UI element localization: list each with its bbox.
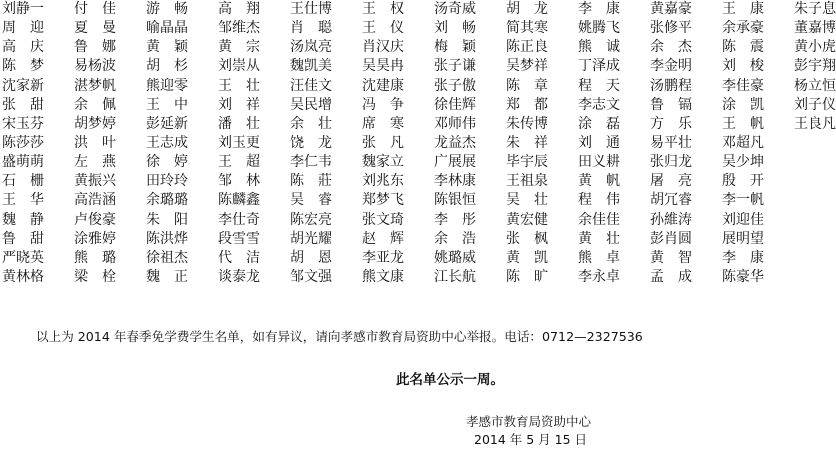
student-name: 殷 开 (722, 173, 764, 190)
name-row (2, 19, 836, 38)
student-name: 余 佩 (74, 96, 116, 113)
student-name: 石 栅 (2, 173, 44, 190)
student-name: 黄小虎 (794, 39, 836, 56)
student-name: 胡光耀 (290, 230, 332, 247)
student-name: 胡梦婷 (74, 115, 116, 132)
student-name: 陈银恒 (434, 192, 476, 209)
student-name: 屠 亮 (650, 173, 692, 190)
student-name: 张归龙 (650, 154, 692, 171)
student-name: 李仕奇 (218, 211, 260, 228)
student-name: 邹文强 (290, 268, 332, 285)
student-name: 刘玉更 (218, 134, 260, 151)
student-name: 张 甜 (2, 96, 44, 113)
student-name: 姚璐威 (434, 249, 476, 266)
student-name: 汤奇威 (434, 1, 476, 17)
student-name: 张 枫 (506, 230, 548, 247)
student-name: 邓超凡 (722, 134, 764, 151)
student-name: 展明望 (722, 230, 764, 247)
student-name: 刘静一 (2, 1, 44, 17)
student-name: 席 寒 (362, 115, 404, 132)
student-name: 魏 静 (2, 211, 44, 228)
student-name: 余承豪 (722, 20, 764, 37)
student-name: 田玲玲 (146, 173, 188, 190)
student-name: 李仁韦 (290, 154, 332, 171)
student-name: 左 燕 (74, 154, 116, 171)
student-name: 湛梦帆 (74, 77, 116, 94)
student-name: 卢俊豪 (74, 211, 116, 228)
student-name: 朱传博 (506, 115, 548, 132)
student-name: 孙維涛 (650, 211, 692, 228)
notice-text: 以上为 2014 年春季免学费学生名单，如有异议，请向孝感市教育局资助中心举报。电话：0712—2327536 (36, 329, 643, 344)
student-name: 姚腾飞 (578, 20, 620, 37)
student-name: 陈 章 (506, 77, 548, 94)
student-name: 陈正良 (506, 39, 548, 56)
student-name: 潘 壮 (218, 115, 260, 132)
student-name: 王仕博 (290, 1, 332, 17)
student-name: 刘 畅 (434, 20, 476, 37)
student-name: 高浩涵 (74, 192, 116, 209)
student-name: 李一帆 (722, 192, 764, 209)
student-name: 沈建康 (362, 77, 404, 94)
student-name: 邹 林 (218, 173, 260, 190)
student-name: 黄林格 (2, 268, 44, 285)
student-name: 朱子息 (794, 1, 836, 17)
student-name: 黄宏健 (506, 211, 548, 228)
student-name: 魏 正 (146, 268, 188, 285)
student-name: 黄 帆 (578, 173, 620, 190)
student-name: 吴梦祥 (506, 58, 548, 75)
student-name: 高 庆 (2, 39, 44, 56)
public-notice-text: 此名单公示一周。 (396, 372, 504, 388)
student-name: 游 畅 (146, 1, 188, 17)
student-name: 李志文 (578, 96, 620, 113)
student-name: 黄嘉豪 (650, 1, 692, 17)
student-name (794, 211, 830, 230)
student-name: 汤岚亮 (290, 39, 332, 56)
student-name: 代 洁 (218, 249, 260, 266)
issuer-name: 孝感市教育局资助中心 (466, 414, 592, 429)
student-name: 徐祖杰 (146, 249, 188, 266)
student-name: 喻晶晶 (146, 20, 188, 37)
student-name: 沈家新 (2, 77, 44, 94)
student-name: 黄 壮 (578, 230, 620, 247)
student-name: 刘迎佳 (722, 211, 764, 228)
student-name: 王 华 (2, 192, 44, 209)
student-name: 王 权 (362, 1, 404, 17)
student-name: 鲁 甜 (2, 230, 44, 247)
student-name: 李永卓 (578, 268, 620, 285)
student-name: 肖 聪 (290, 20, 332, 37)
student-name: 张 凡 (362, 134, 404, 151)
student-name: 郑梦飞 (362, 192, 404, 209)
student-name: 刘崇从 (218, 58, 260, 75)
student-name: 朱 阳 (146, 211, 188, 228)
student-name: 王 仪 (362, 20, 404, 37)
student-name: 李佳豪 (722, 77, 764, 94)
student-name: 梅 颖 (434, 39, 476, 56)
student-name: 李金明 (650, 58, 692, 75)
student-name: 郑 都 (506, 96, 548, 113)
student-name: 徐 婷 (146, 154, 188, 171)
student-name: 彭延新 (146, 115, 188, 132)
student-name: 胡 恩 (290, 249, 332, 266)
student-name: 王 中 (146, 96, 188, 113)
student-name: 胡 龙 (506, 1, 548, 17)
student-name: 肖汉庆 (362, 39, 404, 56)
student-name: 谈泰龙 (218, 268, 260, 285)
student-name: 程 天 (578, 77, 620, 94)
name-row (2, 57, 836, 76)
student-name: 鲁 镉 (650, 96, 692, 113)
student-name: 熊文康 (362, 268, 404, 285)
student-name: 江长航 (434, 268, 476, 285)
student-name (794, 153, 830, 172)
student-name (794, 249, 830, 268)
student-name: 王 壮 (218, 77, 260, 94)
student-name: 冯 争 (362, 96, 404, 113)
student-name: 王祖泉 (506, 173, 548, 190)
student-name: 陈宏亮 (290, 211, 332, 228)
student-name: 周 迎 (2, 20, 44, 37)
student-name: 段雪雪 (218, 230, 260, 247)
name-row (2, 230, 764, 249)
student-name: 吴民增 (290, 96, 332, 113)
student-name: 熊 卓 (578, 249, 620, 266)
student-name: 余 浩 (434, 230, 476, 247)
name-row (2, 211, 764, 230)
name-row (2, 153, 764, 172)
name-row (2, 115, 836, 134)
student-name: 毕宇辰 (506, 154, 548, 171)
student-name: 方 乐 (650, 115, 692, 132)
student-name: 饶 龙 (290, 134, 332, 151)
name-row (2, 77, 836, 96)
name-row (2, 38, 836, 57)
student-name: 李 康 (578, 1, 620, 17)
student-name: 陈 旷 (506, 268, 548, 285)
student-name: 熊 璐 (74, 249, 116, 266)
student-name: 余 壮 (290, 115, 332, 132)
student-name: 陈 震 (722, 39, 764, 56)
student-name: 易平壮 (650, 134, 692, 151)
student-name: 吴昊冉 (362, 58, 404, 75)
student-name: 王 帆 (722, 115, 764, 132)
student-name: 魏凯美 (290, 58, 332, 75)
student-name: 彭肖圆 (650, 230, 692, 247)
student-name: 夏 曼 (74, 20, 116, 37)
student-name: 刘 梭 (722, 58, 764, 75)
student-name: 董嘉博 (794, 20, 836, 37)
student-name: 宋玉芬 (2, 115, 44, 132)
student-name: 胡 杉 (146, 58, 188, 75)
student-name: 陈洪烨 (146, 230, 188, 247)
student-name (794, 268, 830, 287)
student-name: 黄 凯 (506, 249, 548, 266)
student-name: 丁泽成 (578, 58, 620, 75)
student-name: 易杨波 (74, 58, 116, 75)
student-name: 严晓英 (2, 249, 44, 266)
name-row (2, 268, 764, 287)
student-name: 田义耕 (578, 154, 620, 171)
student-name: 王 超 (218, 154, 260, 171)
name-row (2, 134, 764, 153)
student-name: 刘兆东 (362, 173, 404, 190)
student-name: 黄 颖 (146, 39, 188, 56)
student-name: 陈豪华 (722, 268, 764, 285)
student-name: 徐佳辉 (434, 96, 476, 113)
student-name: 熊 诚 (578, 39, 620, 56)
student-name: 陈 梦 (2, 58, 44, 75)
student-name: 广展展 (434, 154, 476, 171)
student-name: 涂 凯 (722, 96, 764, 113)
student-name: 余 杰 (650, 39, 692, 56)
student-name: 朱 祥 (506, 134, 548, 151)
student-name: 李林康 (434, 173, 476, 190)
student-name: 汪佳文 (290, 77, 332, 94)
student-name: 刘 通 (578, 134, 620, 151)
student-name: 吴 睿 (290, 192, 332, 209)
student-name: 彭宇翔 (794, 58, 836, 75)
student-name: 洪 叶 (74, 134, 116, 151)
student-name: 李 康 (722, 249, 764, 266)
student-name: 陈莎莎 (2, 134, 44, 151)
student-name: 王 康 (722, 1, 764, 17)
student-name: 张文琦 (362, 211, 404, 228)
student-name (794, 230, 830, 249)
student-name: 付 佳 (74, 1, 116, 17)
student-name: 赵 辉 (362, 230, 404, 247)
student-name: 王良凡 (794, 115, 836, 132)
student-name-list (2, 0, 836, 287)
issue-date: 2014 年 5 月 15 日 (474, 432, 588, 447)
student-name: 高 翔 (218, 1, 260, 17)
student-name: 刘 祥 (218, 96, 260, 113)
student-name: 杨立恒 (794, 77, 836, 94)
name-row (2, 96, 836, 115)
student-name: 汤鹏程 (650, 77, 692, 94)
student-name: 鲁 娜 (74, 39, 116, 56)
name-row (2, 191, 764, 210)
student-name (794, 172, 830, 191)
student-name: 龙益杰 (434, 134, 476, 151)
student-name: 张子傲 (434, 77, 476, 94)
student-name (794, 134, 830, 153)
student-name: 张子谦 (434, 58, 476, 75)
student-name: 涂雅婷 (74, 230, 116, 247)
student-name: 邓师伟 (434, 115, 476, 132)
student-name: 黄 智 (650, 249, 692, 266)
student-name: 魏家立 (362, 154, 404, 171)
student-name: 盛萌萌 (2, 154, 44, 171)
student-name: 涂 磊 (578, 115, 620, 132)
name-row (2, 249, 764, 268)
student-name: 陈 莊 (290, 173, 332, 190)
student-name: 熊迎零 (146, 77, 188, 94)
student-name: 吴少坤 (722, 154, 764, 171)
student-name: 吴 壮 (506, 192, 548, 209)
student-name: 余佳佳 (578, 211, 620, 228)
student-name: 胡冗睿 (650, 192, 692, 209)
student-name: 邹维杰 (218, 20, 260, 37)
name-row (2, 172, 764, 191)
student-name: 李 彤 (434, 211, 476, 228)
student-name (794, 191, 830, 210)
student-name: 简其寒 (506, 20, 548, 37)
student-name: 梁 栓 (74, 268, 116, 285)
student-name: 刘子仪 (794, 96, 836, 113)
student-name: 程 伟 (578, 192, 620, 209)
student-name: 黄 宗 (218, 39, 260, 56)
student-name: 王志成 (146, 134, 188, 151)
student-name: 陈麟鑫 (218, 192, 260, 209)
student-name: 余璐璐 (146, 192, 188, 209)
name-row (2, 0, 836, 19)
student-name: 黄振兴 (74, 173, 116, 190)
student-name: 张修平 (650, 20, 692, 37)
student-name: 李亚龙 (362, 249, 404, 266)
student-name: 孟 成 (650, 268, 692, 285)
